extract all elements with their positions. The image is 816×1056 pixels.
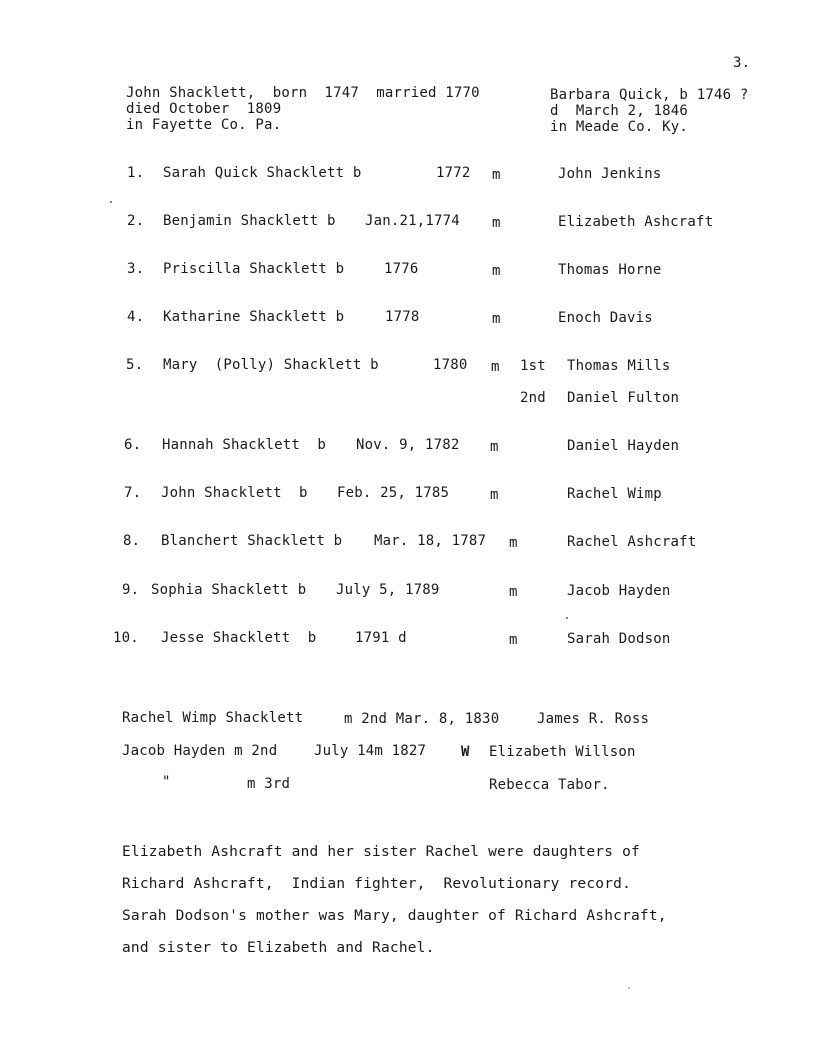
mother-line-2: d March 2, 1846 <box>550 103 689 119</box>
child-name: Jesse Shacklett b <box>161 630 317 646</box>
married-mark: m <box>492 311 501 327</box>
page-number: 3. <box>733 55 751 71</box>
child-name: Benjamin Shacklett b <box>163 213 336 229</box>
father-line-3: in Fayette Co. Pa. <box>126 117 282 133</box>
child-birth: Nov. 9, 1782 <box>356 437 460 453</box>
father-line-1: John Shacklett, born 1747 married 1770 <box>126 85 480 101</box>
child-name: Sarah Quick Shacklett b <box>163 165 362 181</box>
note-line: Sarah Dodson's mother was Mary, daughter of Richard Ashcraft, <box>122 908 667 924</box>
remarriage-spouse: James R. Ross <box>537 711 650 727</box>
child-number: 6. <box>124 437 142 453</box>
child-spouse: Jacob Hayden <box>567 583 671 599</box>
child-spouse: Thomas Mills <box>567 358 671 374</box>
marriage-order-second: 2nd <box>520 390 546 406</box>
child-number: 3. <box>127 261 145 277</box>
child-spouse: Thomas Horne <box>558 262 662 278</box>
ditto-mark: " <box>162 774 171 790</box>
child-name: Sophia Shacklett b <box>151 582 307 598</box>
child-spouse: Enoch Davis <box>558 310 653 326</box>
child-birth: 1778 <box>385 309 420 325</box>
child-number: 7. <box>124 485 142 501</box>
child-birth: 1780 <box>433 357 468 373</box>
child-name: Katharine Shacklett b <box>163 309 345 325</box>
remarriage-person: Rachel Wimp Shacklett <box>122 710 304 726</box>
child-spouse: Sarah Dodson <box>567 631 671 647</box>
child-number: 2. <box>127 213 145 229</box>
note-line: Richard Ashcraft, Indian fighter, Revolutionary record. <box>122 876 631 892</box>
child-number: 9. <box>122 582 140 598</box>
scan-speck <box>628 987 630 989</box>
note-line: and sister to Elizabeth and Rachel. <box>122 940 435 956</box>
child-spouse: Rachel Ashcraft <box>567 534 697 550</box>
child-birth: Jan.21,1774 <box>365 213 460 229</box>
married-mark: m <box>509 535 518 551</box>
child-name: Hannah Shacklett b <box>162 437 326 453</box>
child-name: Priscilla Shacklett b <box>163 261 345 277</box>
note-line: Elizabeth Ashcraft and her sister Rachel were daughters of <box>122 844 640 860</box>
child-name: John Shacklett b <box>161 485 308 501</box>
child-birth: Mar. 18, 1787 <box>374 533 487 549</box>
child-number: 4. <box>127 309 145 325</box>
remarriage-detail: m 2nd Mar. 8, 1830 <box>344 711 500 727</box>
child-spouse-second: Daniel Fulton <box>567 390 680 406</box>
child-name: Mary (Polly) Shacklett b <box>163 357 379 373</box>
child-spouse: Elizabeth Ashcraft <box>558 214 714 230</box>
married-mark: m <box>509 584 518 600</box>
child-birth: 1791 d <box>355 630 407 646</box>
remarriage-person: Jacob Hayden m 2nd <box>122 743 278 759</box>
father-line-2: died October 1809 <box>126 101 282 117</box>
child-birth: Feb. 25, 1785 <box>337 485 450 501</box>
scan-speck <box>110 201 112 203</box>
remarriage-spouse: Rebecca Tabor. <box>489 777 610 793</box>
scan-speck <box>566 617 568 619</box>
child-number: 1. <box>127 165 145 181</box>
mother-line-3: in Meade Co. Ky. <box>550 119 689 135</box>
child-birth: 1772 <box>436 165 471 181</box>
remarriage-detail: m 3rd <box>247 776 291 792</box>
married-mark: m <box>492 215 501 231</box>
mother-line-1: Barbara Quick, b 1746 ? <box>550 87 749 103</box>
child-name: Blanchert Shacklett b <box>161 533 343 549</box>
married-mark: m <box>492 167 501 183</box>
child-spouse: Daniel Hayden <box>567 438 680 454</box>
child-number: 8. <box>123 533 141 549</box>
remarriage-mark: W <box>461 744 470 760</box>
married-mark: m <box>491 359 500 375</box>
married-mark: m <box>490 439 499 455</box>
child-number: 5. <box>126 357 144 373</box>
child-birth: 1776 <box>384 261 419 277</box>
remarriage-detail: July 14m 1827 <box>314 743 427 759</box>
married-mark: m <box>490 487 499 503</box>
married-mark: m <box>492 263 501 279</box>
child-spouse: John Jenkins <box>558 166 662 182</box>
child-birth: July 5, 1789 <box>336 582 440 598</box>
marriage-order-first: 1st <box>520 358 546 374</box>
child-number: 10. <box>113 630 139 646</box>
married-mark: m <box>509 632 518 648</box>
remarriage-spouse: Elizabeth Willson <box>489 744 636 760</box>
child-spouse: Rachel Wimp <box>567 486 662 502</box>
